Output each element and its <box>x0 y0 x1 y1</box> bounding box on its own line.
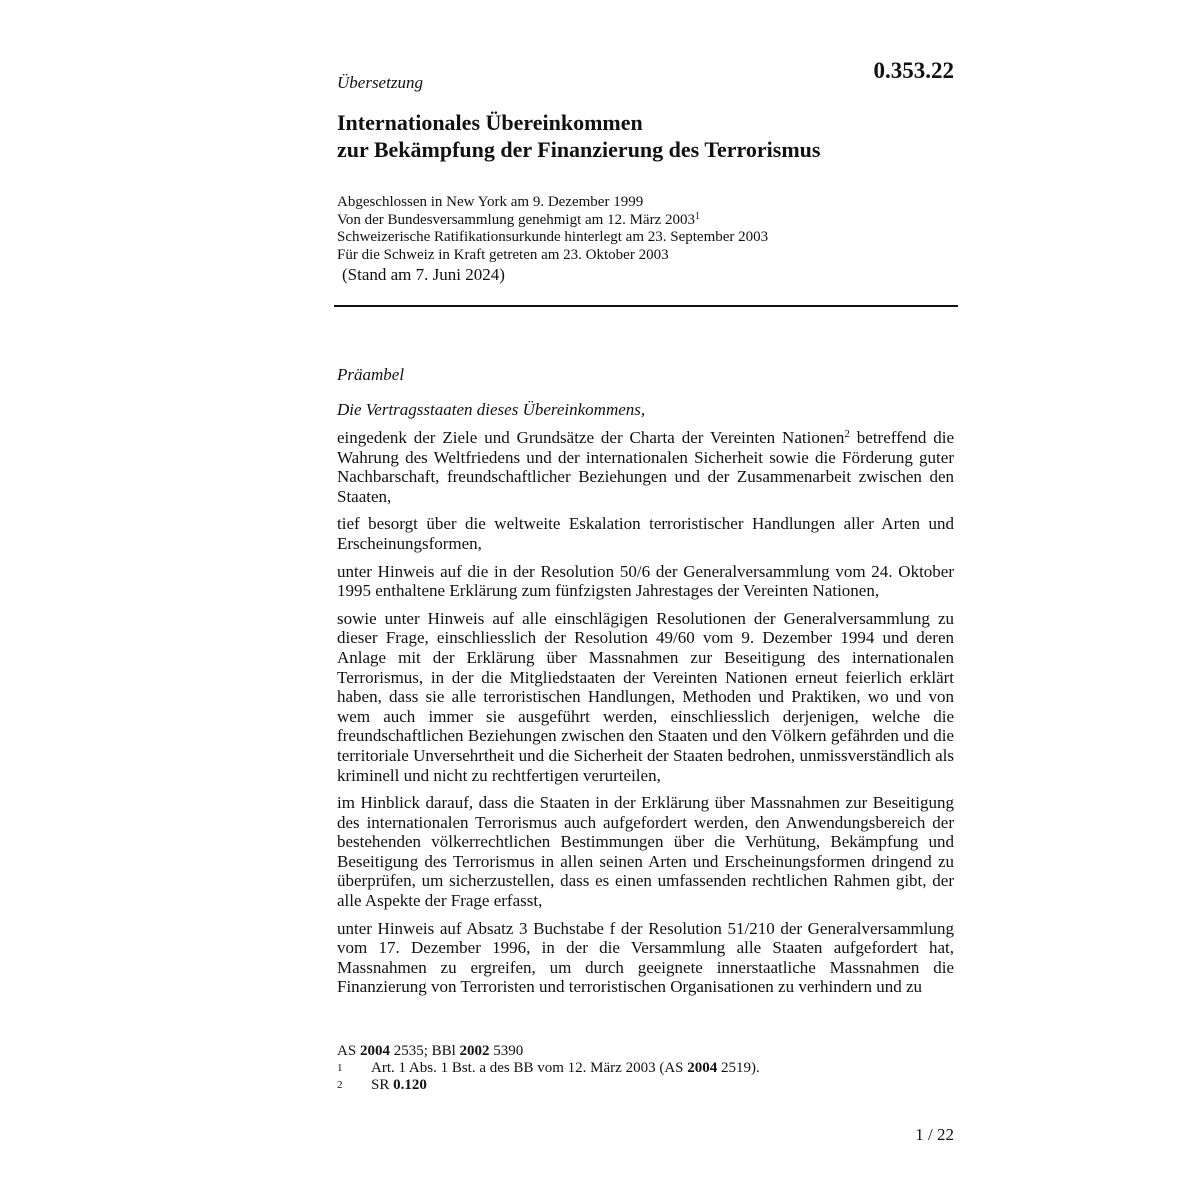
fn2-text-a: SR <box>371 1077 394 1093</box>
meta-approved-text: Von der Bundesversammlung genehmigt am 12. März 2003 <box>337 211 695 228</box>
source-year-as: 2004 <box>359 1043 390 1059</box>
translation-label: Übersetzung <box>337 73 423 92</box>
source-reference <box>337 1043 760 1060</box>
footnote-2-number: 2 <box>337 1079 343 1091</box>
meta-concluded: Abgeschlossen in New York am 9. Dezember 1999 <box>337 194 644 210</box>
preamble-paragraph-1 <box>337 428 954 506</box>
footnote-2 <box>337 1077 760 1094</box>
document-metadata <box>337 194 768 264</box>
title-line-2: zur Bekämpfung der Finanzierung des Terrorismus <box>337 137 821 162</box>
preamble-body <box>337 428 954 1005</box>
fn2-sr-number[interactable]: 0.120 <box>393 1077 427 1093</box>
meta-in-force: Für die Schweiz in Kraft getreten am 23. Oktober 2003 <box>337 246 669 263</box>
footnote-1 <box>337 1060 760 1077</box>
page-number: 1 / 22 <box>915 1125 954 1144</box>
fn1-text-c: 2519). <box>717 1060 760 1076</box>
source-year-bbl: 2002 <box>459 1043 490 1059</box>
footnote-1-number: 1 <box>337 1062 343 1074</box>
preamble-paragraph-2: tief besorgt über die weltweite Eskalation terroristischer Handlungen aller Arten und Erscheinungsformen, <box>337 514 954 553</box>
preamble-heading: Präambel <box>337 365 405 384</box>
sr-number: 0.353.22 <box>873 58 954 83</box>
p1-text-b: betreffend die Wahrung des Weltfriedens und der internationalen Sicherheit sowie die Förderung guter Nachbarschaft, freundschaftlicher Beziehungen und der Zusammenarbeit zwischen den Staaten, <box>337 428 954 506</box>
preamble-paragraph-4: sowie unter Hinweis auf alle einschlägigen Resolutionen der Generalversammlung zu dieser Frage, einschliesslich der Resolution 49/60 vom 9. Dezember 1994 und deren Anlage mit der Erklärung über Massnahmen zur Beseitigung des internationalen Terrorismus, in der die Mitgliedstaaten der Vereinten Nationen erneut feierlich erklärt haben, dass sie alle terroristischen Handlungen, Methoden und Praktiken, wo und von wem auch immer sie ausgeführt werden, einschliesslich derjenigen, welche die freundschaftlichen Beziehungen zwischen den Staaten und den Völkern gefährden und die territoriale Unversehrtheit und die Sicherheit der Staaten bedrohen, unmissverständlich als kriminell und nicht zu rechtfertigen verurteilen, <box>337 608 954 785</box>
fn1-text-a: Art. 1 Abs. 1 Bst. a des BB vom 12. März 2003 (AS <box>371 1060 688 1076</box>
source-text-c: 2535; BBl <box>389 1043 460 1059</box>
source-text-a: AS <box>337 1043 360 1059</box>
source-text-e: 5390 <box>489 1043 524 1059</box>
header-divider <box>334 305 958 307</box>
preamble-paragraph-6: unter Hinweis auf Absatz 3 Buchstabe f der Resolution 51/210 der Generalversammlung vom 17. Dezember 1996, in der die Versammlung alle Staaten aufgefordert hat, Massnahmen zu ergreifen, um durch geeignete innerstaatliche Massnahmen die Finanzierung von Terroristen und terroristischen Organisationen zu verhindern und zu <box>337 918 954 997</box>
status-date: (Stand am 7. Juni 2024) <box>342 265 505 284</box>
meta-ratification: Schweizerische Ratifikationsurkunde hinterlegt am 23. September 2003 <box>337 229 769 245</box>
footnotes <box>337 1043 760 1094</box>
document-title <box>337 109 820 163</box>
footnote-ref-1[interactable]: 1 <box>695 210 700 222</box>
title-line-1: Internationales Übereinkommen <box>337 110 643 135</box>
footnote-2-text <box>371 1077 427 1094</box>
p1-text-a: eingedenk der Ziele und Grundsätze der Charta der Vereinten Nationen <box>337 428 845 447</box>
preamble-paragraph-3: unter Hinweis auf die in der Resolution 50/6 der Generalversammlung vom 24. Oktober 1995 enthaltene Erklärung zum fünfzigsten Jahrestages der Vereinten Nationen, <box>337 561 954 601</box>
preamble-paragraph-5: im Hinblick darauf, dass die Staaten in der Erklärung über Massnahmen zur Beseitigung des internationalen Terrorismus auch aufgefordert werden, den Anwendungsbereich der bestehenden völkerrechtlichen Bestimmungen über die Verhütung, Bekämpfung und Beseitigung des Terrorismus in allen seinen Arten und Erscheinungsformen dringend zu überprüfen, um sicherzustellen, dass es einen umfassenden rechtlichen Rahmen gibt, der alle Aspekte der Frage erfasst, <box>337 793 954 911</box>
preamble-parties: Die Vertragsstaaten dieses Übereinkommens, <box>337 400 646 419</box>
meta-approved <box>337 212 768 230</box>
fn1-year: 2004 <box>687 1060 718 1076</box>
footnote-1-text <box>371 1060 760 1077</box>
footnote-ref-2[interactable]: 2 <box>844 428 850 440</box>
